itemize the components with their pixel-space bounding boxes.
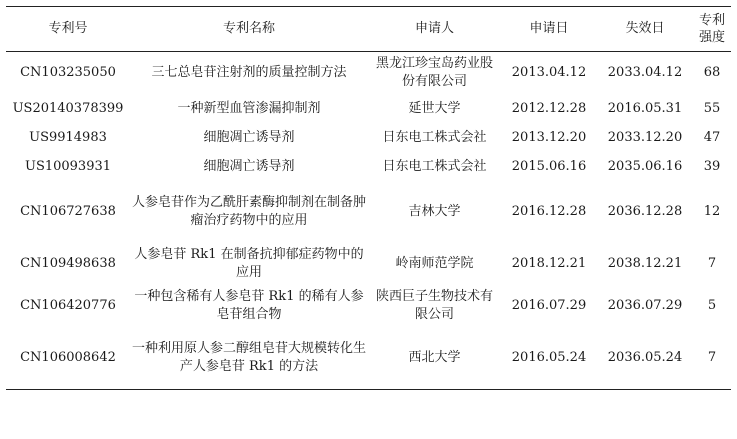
cell-expiry-date: 2035.06.16 [607,158,683,174]
cell-applicant: 黑龙江珍宝岛药业股份有限公司 [375,56,493,89]
cell-application-date: 2015.06.16 [511,158,587,174]
cell-patent-number: CN106008642 [20,350,116,365]
cell-patent-name: 一种新型血管渗漏抑制剂 [177,100,321,116]
cell-applicant: 西北大学 [408,350,461,365]
cell-application-date: 2012.12.28 [511,100,587,116]
cell-applicant: 陕西巨子生物技术有限公司 [375,289,493,322]
cell-strength: 47 [703,129,721,145]
cell-expiry-date: 2016.05.31 [607,100,683,116]
cell-patent-number: CN109498638 [20,256,116,271]
header-application-date: 申请日 [529,21,569,36]
header-patent-number: 专利号 [48,21,88,36]
table-row [6,285,731,327]
cell-applicant: 日东电工株式会社 [382,129,487,145]
cell-strength: 39 [703,158,721,174]
cell-patent-name: 一种利用原人参二醇组皂苷大规模转化生产人参皂苷 Rk1 的方法 [132,341,367,374]
cell-patent-number: CN106420776 [20,298,116,313]
cell-application-date: 2016.12.28 [511,204,587,219]
table-row [6,52,731,95]
cell-patent-name: 一种包含稀有人参皂苷 Rk1 的稀有人参皂苷组合物 [134,289,364,322]
header-patent-strength [693,7,731,52]
header-expiry-date: 失效日 [625,21,665,36]
header-strength-line2: 强度 [698,30,725,45]
cell-applicant: 吉林大学 [408,204,461,219]
cell-expiry-date: 2036.12.28 [607,204,683,219]
header-patent-name: 专利名称 [222,21,275,36]
cell-expiry-date: 2033.04.12 [607,65,683,80]
cell-patent-name: 三七总皂苷注射剂的质量控制方法 [151,65,347,80]
cell-strength: 5 [707,298,717,313]
cell-patent-number: US10093931 [24,158,112,174]
table-row [6,123,731,152]
cell-patent-name: 人参皂苷 Rk1 在制备抗抑郁症药物中的应用 [134,247,364,280]
cell-expiry-date: 2038.12.21 [607,256,683,271]
cell-expiry-date: 2036.05.24 [607,350,683,365]
cell-expiry-date: 2033.12.20 [607,129,683,145]
cell-application-date: 2016.07.29 [511,298,587,313]
cell-patent-name: 细胞凋亡诱导剂 [203,129,295,145]
header-applicant: 申请人 [414,21,454,36]
cell-patent-number: CN106727638 [20,204,116,219]
table-row [6,327,731,390]
cell-strength: 12 [703,204,721,219]
cell-patent-number: US9914983 [29,129,107,145]
cell-patent-number: US20140378399 [12,100,124,116]
table-header-row [6,7,731,52]
cell-applicant: 延世大学 [408,100,461,116]
cell-application-date: 2016.05.24 [511,350,587,365]
header-strength-line1: 专利 [698,13,725,28]
cell-strength: 55 [703,100,721,116]
cell-application-date: 2018.12.21 [511,256,587,271]
patent-table [6,6,731,390]
cell-patent-name: 人参皂苷作为乙酰肝素酶抑制剂在制备肿瘤治疗药物中的应用 [132,195,367,228]
table-row [6,152,731,181]
cell-patent-number: CN103235050 [20,65,116,80]
cell-applicant: 岭南师范学院 [395,256,474,271]
cell-expiry-date: 2036.07.29 [607,298,683,313]
cell-application-date: 2013.04.12 [511,65,587,80]
cell-strength: 68 [703,65,721,80]
table-row [6,94,731,123]
cell-applicant: 日东电工株式会社 [382,158,487,174]
cell-strength: 7 [707,256,717,271]
cell-strength: 7 [707,350,717,365]
table-row [6,181,731,243]
cell-application-date: 2013.12.20 [511,129,587,145]
cell-patent-name: 细胞凋亡诱导剂 [203,158,295,174]
table-row [6,243,731,285]
